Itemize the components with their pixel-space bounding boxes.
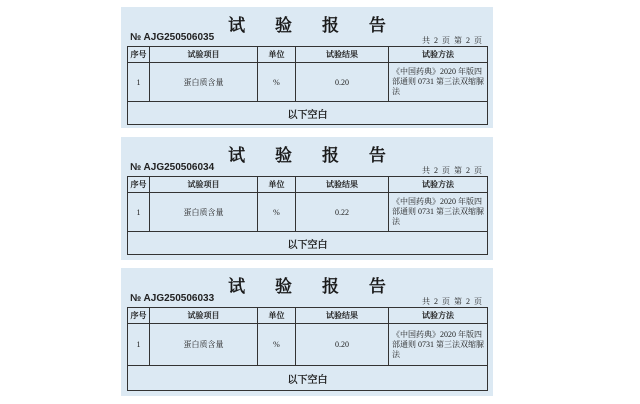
cell-seq: 1 bbox=[128, 63, 150, 102]
cell-item: 蛋白质含量 bbox=[150, 63, 258, 102]
cell-unit: % bbox=[258, 324, 296, 366]
header-unit: 单位 bbox=[258, 47, 296, 63]
results-table bbox=[127, 46, 488, 125]
table-footer-row bbox=[128, 366, 488, 391]
cell-method: 《中国药典》2020 年版四部通则 0731 第三法双缩脲法 bbox=[389, 324, 488, 366]
header-item: 试验项目 bbox=[150, 47, 258, 63]
results-table bbox=[127, 307, 488, 391]
cell-result: 0.20 bbox=[296, 324, 389, 366]
table-header-row bbox=[128, 47, 488, 63]
report-title: 试 验 报 告 bbox=[228, 146, 398, 166]
cell-method: 《中国药典》2020 年版四部通则 0731 第三法双缩脲法 bbox=[389, 193, 488, 232]
results-table bbox=[127, 176, 488, 255]
cell-unit: % bbox=[258, 63, 296, 102]
header-item: 试验项目 bbox=[150, 177, 258, 193]
report-title: 试 验 报 告 bbox=[228, 16, 398, 36]
table-row bbox=[128, 63, 488, 102]
header-method: 试验方法 bbox=[389, 47, 488, 63]
table-row bbox=[128, 193, 488, 232]
cell-result: 0.22 bbox=[296, 193, 389, 232]
header-item: 试验项目 bbox=[150, 308, 258, 324]
header-method: 试验方法 bbox=[389, 308, 488, 324]
blank-below-note: 以下空白 bbox=[128, 102, 488, 125]
test-report bbox=[121, 137, 493, 260]
report-number: № AJG250506034 bbox=[130, 162, 215, 173]
cell-item: 蛋白质含量 bbox=[150, 324, 258, 366]
page-indicator: 共 2 页 第 2 页 bbox=[422, 166, 483, 175]
table-row bbox=[128, 324, 488, 366]
blank-below-note: 以下空白 bbox=[128, 232, 488, 255]
blank-below-note: 以下空白 bbox=[128, 366, 488, 391]
page-indicator: 共 2 页 第 2 页 bbox=[422, 36, 483, 45]
header-result: 试验结果 bbox=[296, 177, 389, 193]
table-footer-row bbox=[128, 232, 488, 255]
test-report bbox=[121, 7, 493, 128]
header-seq: 序号 bbox=[128, 177, 150, 193]
header-unit: 单位 bbox=[258, 308, 296, 324]
report-title: 试 验 报 告 bbox=[228, 277, 398, 297]
table-header-row bbox=[128, 308, 488, 324]
header-method: 试验方法 bbox=[389, 177, 488, 193]
report-number: № AJG250506035 bbox=[130, 32, 215, 43]
cell-result: 0.20 bbox=[296, 63, 389, 102]
header-result: 试验结果 bbox=[296, 308, 389, 324]
table-footer-row bbox=[128, 102, 488, 125]
header-result: 试验结果 bbox=[296, 47, 389, 63]
cell-unit: % bbox=[258, 193, 296, 232]
table-header-row bbox=[128, 177, 488, 193]
test-report bbox=[121, 268, 493, 396]
header-seq: 序号 bbox=[128, 47, 150, 63]
cell-seq: 1 bbox=[128, 193, 150, 232]
header-unit: 单位 bbox=[258, 177, 296, 193]
cell-item: 蛋白质含量 bbox=[150, 193, 258, 232]
page-indicator: 共 2 页 第 2 页 bbox=[422, 297, 483, 306]
cell-seq: 1 bbox=[128, 324, 150, 366]
report-number: № AJG250506033 bbox=[130, 293, 215, 304]
cell-method: 《中国药典》2020 年版四部通则 0731 第三法双缩脲法 bbox=[389, 63, 488, 102]
header-seq: 序号 bbox=[128, 308, 150, 324]
